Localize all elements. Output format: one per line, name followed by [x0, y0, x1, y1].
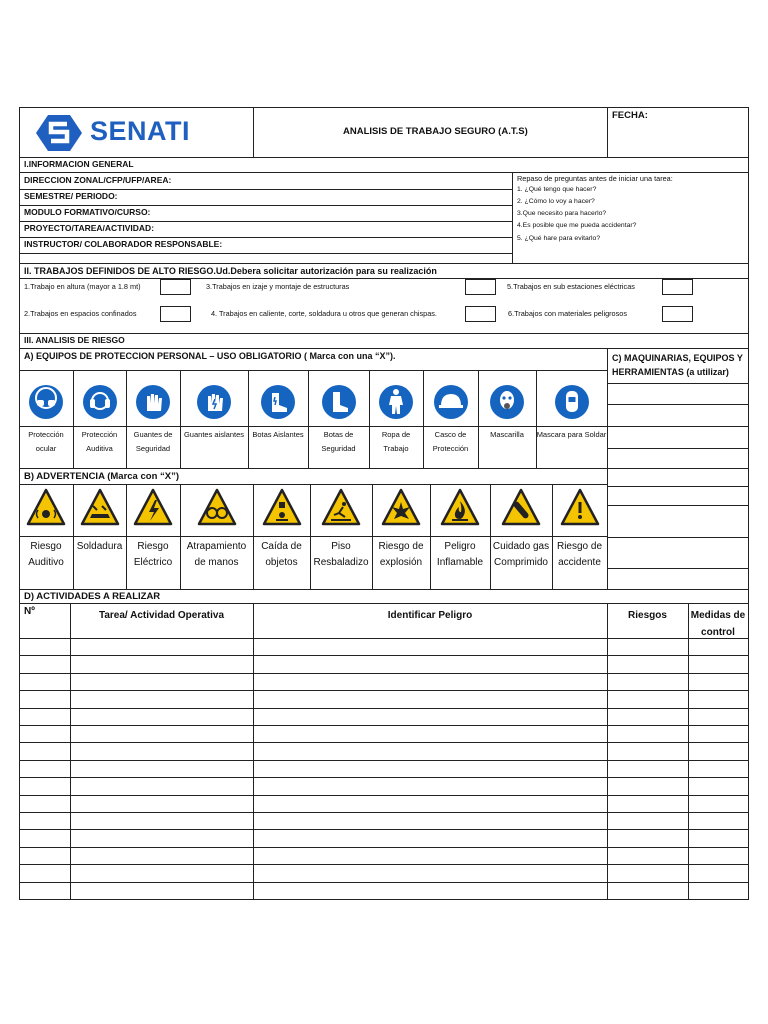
- table-cell[interactable]: [254, 796, 607, 812]
- table-cell[interactable]: [608, 691, 688, 707]
- ppe-divider: [248, 370, 249, 468]
- review-question: 4.Es posible que me pueda accidentar?: [517, 222, 637, 229]
- review-question: 2. ¿Cómo lo voy a hacer?: [517, 198, 595, 205]
- hand-crush-warning-icon: [197, 488, 237, 533]
- slippery-floor-warning-icon: [321, 488, 361, 533]
- table-cell[interactable]: [689, 778, 748, 794]
- table-cell[interactable]: [689, 796, 748, 812]
- rule-line: [19, 205, 512, 206]
- warning-label: Piso Resbaladizo: [313, 541, 369, 568]
- rule-line: [19, 333, 748, 334]
- col-header: Riesgos: [628, 610, 667, 621]
- table-cell[interactable]: [608, 674, 688, 690]
- table-cell[interactable]: [71, 761, 253, 777]
- insulated-boots-icon: [260, 384, 296, 425]
- info-field-label: DIRECCION ZONAL/CFP/UFP/AREA:: [24, 175, 172, 185]
- ppe-divider: [478, 370, 479, 468]
- warning-label: Riesgo de explosión: [378, 541, 424, 568]
- form-bottom-border: [19, 899, 749, 900]
- high-risk-work-label: 5.Trabajos en sub estaciones eléctricas: [507, 282, 635, 291]
- table-cell[interactable]: [608, 778, 688, 794]
- table-cell[interactable]: [689, 761, 748, 777]
- table-cell[interactable]: [608, 726, 688, 742]
- warning-label: Caída de objetos: [261, 541, 302, 568]
- rule-line: [607, 568, 748, 569]
- review-question: 3.Que necesito para hacerlo?: [517, 210, 607, 217]
- table-cell[interactable]: [608, 639, 688, 655]
- table-cell[interactable]: [254, 709, 607, 725]
- table-cell[interactable]: [608, 761, 688, 777]
- high-risk-checkbox[interactable]: [160, 306, 191, 322]
- rule-line: [607, 537, 748, 538]
- table-cell[interactable]: [608, 865, 688, 881]
- table-cell[interactable]: [20, 830, 70, 846]
- table-cell[interactable]: [254, 778, 607, 794]
- high-risk-work-label: 1.Trabajo en altura (mayor a 1.8 mt): [24, 282, 141, 291]
- rule-line: [607, 448, 748, 449]
- warning-label: Atrapamiento de manos: [186, 541, 247, 568]
- high-risk-checkbox[interactable]: [465, 306, 496, 322]
- review-questions-title: Repaso de preguntas antes de iniciar una tarea:: [517, 174, 673, 183]
- table-cell[interactable]: [20, 656, 70, 672]
- table-cell[interactable]: [20, 726, 70, 742]
- rule-line: [19, 370, 607, 371]
- review-question: 1. ¿Qué tengo que hacer?: [517, 186, 597, 193]
- table-cell[interactable]: [71, 709, 253, 725]
- table-cell[interactable]: [20, 709, 70, 725]
- table-cell[interactable]: [608, 830, 688, 846]
- gloves-icon: [135, 384, 171, 425]
- info-field-label: SEMESTRE/ PERIODO:: [24, 191, 118, 201]
- table-cell[interactable]: [689, 743, 748, 759]
- table-cell[interactable]: [71, 883, 253, 899]
- high-risk-checkbox[interactable]: [662, 306, 693, 322]
- table-cell[interactable]: [608, 796, 688, 812]
- high-risk-checkbox[interactable]: [160, 279, 191, 295]
- ppe-heading: A) EQUIPOS DE PROTECCION PERSONAL – USO OBLIGATORIO ( Marca con una “X”).: [24, 351, 396, 361]
- rule-line: [607, 404, 748, 405]
- table-cell[interactable]: [20, 639, 70, 655]
- ppe-label: Casco de Protección: [432, 430, 469, 453]
- review-question: 5. ¿Qué hare para evitarlo?: [517, 235, 601, 242]
- table-cell[interactable]: [254, 674, 607, 690]
- table-cell[interactable]: [71, 743, 253, 759]
- rule-line: [607, 505, 748, 506]
- high-risk-work-label: 3.Trabajos en izaje y montaje de estructuras: [206, 282, 350, 291]
- ppe-label: Ropa de Trabajo: [381, 430, 411, 453]
- date-input[interactable]: [654, 109, 746, 155]
- brand-name: SENATI: [90, 116, 191, 146]
- rule-line: [19, 263, 748, 264]
- table-cell[interactable]: [20, 796, 70, 812]
- col-header: Identificar Peligro: [387, 610, 473, 621]
- table-cell[interactable]: [71, 778, 253, 794]
- table-cell[interactable]: [20, 691, 70, 707]
- info-field-input[interactable]: [230, 239, 510, 253]
- table-cell[interactable]: [20, 761, 70, 777]
- table-cell[interactable]: [20, 865, 70, 881]
- rule-line: [607, 426, 748, 427]
- info-field-label: PROYECTO/TAREA/ACTIVIDAD:: [24, 223, 155, 233]
- ppe-label: Botas Aislantes: [252, 430, 304, 439]
- info-field-input[interactable]: [230, 175, 510, 189]
- table-cell[interactable]: [608, 656, 688, 672]
- table-cell[interactable]: [254, 743, 607, 759]
- ppe-label: Guantes de Seguridad: [133, 430, 173, 453]
- high-risk-checkbox[interactable]: [662, 279, 693, 295]
- machinery-heading: C) MAQUINARIAS, EQUIPOS Y HERRAMIENTAS (a utilizar): [612, 353, 743, 377]
- table-cell[interactable]: [608, 883, 688, 899]
- table-cell[interactable]: [71, 796, 253, 812]
- electric-warning-icon: [133, 488, 173, 533]
- explosion-warning-icon: [381, 488, 421, 533]
- form-title: ANALISIS DE TRABAJO SEGURO (A.T.S): [343, 126, 528, 137]
- rule-line: [19, 278, 748, 279]
- col-header-number: Nº: [24, 606, 35, 617]
- rule-line: [253, 107, 254, 157]
- table-cell[interactable]: [689, 848, 748, 864]
- table-cell[interactable]: [254, 813, 607, 829]
- info-field-input[interactable]: [230, 191, 510, 205]
- goggles-icon: [28, 384, 64, 425]
- ppe-divider: [536, 370, 537, 468]
- table-cell[interactable]: [608, 743, 688, 759]
- table-cell[interactable]: [689, 639, 748, 655]
- table-cell[interactable]: [20, 813, 70, 829]
- table-cell[interactable]: [71, 726, 253, 742]
- ppe-label: Mascara para Soldar: [536, 430, 607, 439]
- ppe-label: Botas de Seguridad: [321, 430, 356, 453]
- table-cell[interactable]: [689, 674, 748, 690]
- insulated-gloves-icon: [196, 384, 232, 425]
- rule-line: [607, 107, 608, 157]
- warning-label: Riesgo Eléctrico: [133, 541, 173, 568]
- table-cell[interactable]: [254, 639, 607, 655]
- section4-heading: D) ACTIVIDADES A REALIZAR: [24, 591, 161, 602]
- info-field-input[interactable]: [230, 207, 510, 221]
- high-risk-work-label: 6.Trabajos con materiales peligrosos: [508, 309, 627, 318]
- table-cell[interactable]: [608, 848, 688, 864]
- helmet-icon: [433, 384, 469, 425]
- section3-heading: III. ANALISIS DE RIESGO: [24, 335, 125, 345]
- rule-line: [19, 221, 512, 222]
- section2-heading: II. TRABAJOS DEFINIDOS DE ALTO RIESGO.Ud.Debera solicitar autorización para su realización: [24, 266, 437, 276]
- flammable-warning-icon: [440, 488, 480, 533]
- info-field-input[interactable]: [230, 223, 510, 237]
- table-cell[interactable]: [608, 813, 688, 829]
- ppe-label: Protección ocular: [28, 430, 64, 453]
- ppe-label: Guantes aislantes: [183, 430, 245, 439]
- table-cell[interactable]: [71, 865, 253, 881]
- table-cell[interactable]: [71, 813, 253, 829]
- table-cell[interactable]: [254, 883, 607, 899]
- table-cell[interactable]: [689, 865, 748, 881]
- table-cell[interactable]: [71, 639, 253, 655]
- table-cell[interactable]: [689, 813, 748, 829]
- table-cell[interactable]: [71, 848, 253, 864]
- rule-line: [19, 484, 607, 485]
- rule-line: [607, 383, 748, 384]
- rule-line: [19, 468, 748, 469]
- respirator-icon: [489, 384, 525, 425]
- compressed-gas-warning-icon: [501, 488, 541, 533]
- rule-line: [607, 486, 748, 487]
- table-cell[interactable]: [689, 883, 748, 899]
- rule-line: [19, 426, 607, 427]
- table-cell[interactable]: [254, 656, 607, 672]
- table-cell[interactable]: [20, 674, 70, 690]
- warning-label: Riesgo Auditivo: [28, 541, 64, 568]
- ppe-label: Mascarilla: [490, 430, 524, 439]
- rule-line: [19, 253, 512, 254]
- high-risk-work-label: 4. Trabajos en caliente, corte, soldadura u otros que generan chispas.: [211, 309, 437, 318]
- table-cell[interactable]: [71, 674, 253, 690]
- table-cell[interactable]: [254, 761, 607, 777]
- exclamation-warning-icon: [560, 488, 600, 533]
- warning-label: Soldadura: [76, 541, 123, 552]
- table-cell[interactable]: [689, 726, 748, 742]
- table-cell[interactable]: [71, 830, 253, 846]
- noise-warning-icon: [26, 488, 66, 533]
- warning-label: Peligro Inflamable: [436, 541, 484, 568]
- table-cell[interactable]: [689, 656, 748, 672]
- warning-heading: B) ADVERTENCIA (Marca con “X”): [24, 471, 180, 482]
- table-cell[interactable]: [254, 865, 607, 881]
- form-top-border: [19, 107, 749, 108]
- warning-label: Riesgo de accidente: [556, 541, 603, 568]
- high-risk-checkbox[interactable]: [465, 279, 496, 295]
- table-cell[interactable]: [254, 830, 607, 846]
- safety-boots-icon: [321, 384, 357, 425]
- table-cell[interactable]: [254, 848, 607, 864]
- rule-line: [19, 536, 607, 537]
- table-cell[interactable]: [689, 709, 748, 725]
- col-header: Medidas de control: [690, 610, 746, 638]
- section1-heading: I.INFORMACION GENERAL: [24, 159, 134, 169]
- info-field-label: INSTRUCTOR/ COLABORADOR RESPONSABLE:: [24, 239, 223, 249]
- table-cell[interactable]: [689, 830, 748, 846]
- table-cell[interactable]: [71, 656, 253, 672]
- corrosive-warning-icon: [80, 488, 120, 533]
- table-cell[interactable]: [254, 726, 607, 742]
- rule-line: [19, 348, 748, 349]
- ppe-divider: [180, 370, 181, 468]
- falling-objects-warning-icon: [262, 488, 302, 533]
- senati-logo-icon: [34, 113, 84, 158]
- rule-line: [19, 172, 748, 173]
- table-cell[interactable]: [254, 691, 607, 707]
- welding-mask-icon: [554, 384, 590, 425]
- table-cell[interactable]: [20, 778, 70, 794]
- table-cell[interactable]: [689, 691, 748, 707]
- ppe-label: Protección Auditiva: [81, 430, 118, 453]
- warning-label: Cuidado gas Comprimido: [492, 541, 550, 568]
- date-label: FECHA:: [612, 110, 648, 121]
- rule-line: [19, 237, 512, 238]
- high-risk-work-label: 2.Trabajos en espacios confinados: [24, 309, 137, 318]
- table-cell[interactable]: [20, 743, 70, 759]
- table-cell[interactable]: [20, 883, 70, 899]
- table-cell[interactable]: [608, 709, 688, 725]
- info-field-label: MODULO FORMATIVO/CURSO:: [24, 207, 151, 217]
- rule-line: [19, 589, 748, 590]
- table-cell[interactable]: [20, 848, 70, 864]
- form-right-border: [748, 107, 749, 900]
- coverall-icon: [378, 384, 414, 425]
- rule-line: [19, 603, 748, 604]
- table-cell[interactable]: [71, 691, 253, 707]
- rule-line: [19, 189, 512, 190]
- ear-muffs-icon: [82, 384, 118, 425]
- col-header: Tarea/ Actividad Operativa: [98, 610, 225, 621]
- rule-line: [19, 157, 748, 158]
- rule-line: [512, 172, 513, 263]
